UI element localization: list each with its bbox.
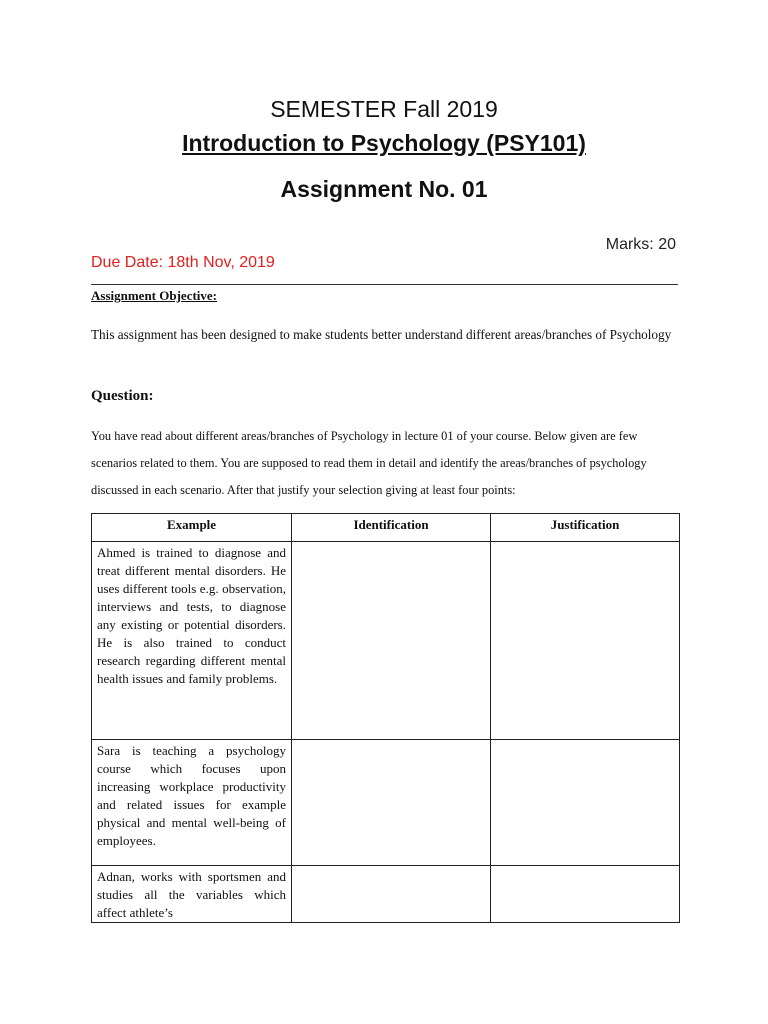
table-row: [92, 740, 680, 866]
objective-text: This assignment has been designed to make students better understand different areas/branches of Psychology: [91, 327, 672, 342]
identification-cell[interactable]: [292, 542, 491, 740]
course-title: Introduction to Psychology (PSY101): [182, 130, 586, 156]
column-header-example: Example: [92, 514, 292, 542]
identification-cell[interactable]: [292, 866, 491, 923]
column-header-identification: Identification: [292, 514, 491, 542]
example-cell: Ahmed is trained to diagnose and treat different mental disorders. He uses different tools e.g. observation, interviews and tests, to diagnose any existing or potential disorders. He is also trained to conduct research regarding different mental health issues and family problems.: [92, 542, 292, 740]
semester-term: Fall 2019: [403, 96, 498, 122]
divider: [91, 284, 678, 285]
example-cell: [92, 866, 292, 923]
table-row: [92, 542, 680, 740]
justification-cell[interactable]: [491, 542, 680, 740]
example-text: Adnan, works with sportsmen and studies all the variables which affect athlete’s: [97, 869, 286, 920]
justification-cell[interactable]: [491, 740, 680, 866]
assignment-number: Assignment No. 01: [280, 176, 488, 202]
table-header-row: [92, 514, 680, 542]
title-block: [0, 92, 768, 206]
justification-cell[interactable]: [491, 866, 680, 923]
semester-prefix: SEMESTER: [270, 96, 397, 122]
identification-cell[interactable]: [292, 740, 491, 866]
semester-heading: [0, 92, 768, 126]
marks-label: Marks: 20: [605, 236, 676, 253]
objective-heading: Assignment Objective:: [91, 288, 218, 303]
due-date: Due Date: 18th Nov, 2019: [91, 254, 275, 271]
column-header-justification: Justification: [491, 514, 680, 542]
example-cell: Sara is teaching a psychology course which focuses upon increasing workplace productivity and related issues for example physical and mental well-being of employees.: [92, 740, 292, 866]
question-heading: Question:: [91, 388, 154, 404]
question-text: You have read about different areas/branches of Psychology in lecture 01 of your course. Below given are few scenarios related to them. You are supposed to read them in detail and identify the areas/branches of psychology discussed in each scenario. After that justify your selection giving at least four points:: [91, 429, 647, 497]
scenario-table: [91, 513, 680, 923]
table-row: [92, 866, 680, 923]
